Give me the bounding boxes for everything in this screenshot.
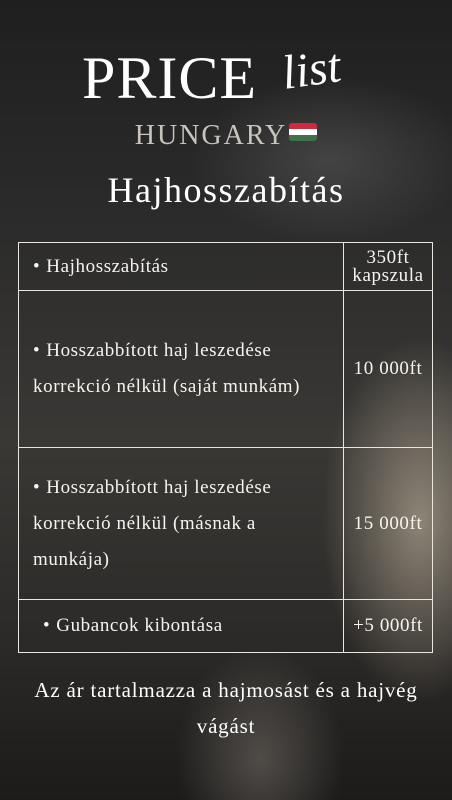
service-cell — [19, 600, 344, 653]
country-text: HUNGARY — [134, 120, 288, 151]
price-unit: kapszula — [352, 264, 424, 286]
service-cell — [19, 291, 344, 448]
price-list-heading — [0, 40, 452, 120]
footer-note: Az ár tartalmazza a hajmosást és a hajvég vágást — [34, 678, 418, 738]
service-cell — [19, 243, 344, 291]
bullet-icon: • — [33, 255, 41, 277]
price-table — [18, 242, 433, 653]
price-cell — [344, 600, 433, 653]
service-name: Gubancok kibontása — [56, 615, 223, 636]
price-cell — [344, 291, 433, 448]
title-list-script: list — [278, 39, 345, 100]
service-name: Hosszabbított haj leszedése korrekció nélkül (saját munkám) — [33, 340, 301, 397]
bullet-icon: • — [43, 615, 51, 636]
price-value: 10 000ft — [353, 358, 423, 379]
price-value: 350ft — [366, 246, 410, 268]
price-cell — [344, 243, 433, 291]
table-row — [19, 600, 433, 653]
table-row — [19, 291, 433, 448]
price-value: 15 000ft — [353, 512, 423, 534]
bullet-icon: • — [33, 340, 41, 361]
service-cell — [19, 448, 344, 600]
bullet-icon: • — [33, 476, 41, 498]
title-price: PRICE — [82, 45, 258, 111]
price-value: +5 000ft — [353, 615, 423, 636]
hungary-flag-icon — [289, 123, 317, 141]
section-title: Hajhosszabítás — [107, 170, 345, 210]
service-name: Hosszabbított haj leszedése korrekció nélkül (másnak a munkája) — [33, 476, 272, 570]
price-cell — [344, 448, 433, 600]
table-row — [19, 243, 433, 291]
service-name: Hajhosszabítás — [46, 255, 169, 277]
country-label — [0, 122, 452, 150]
table-row — [19, 448, 433, 600]
